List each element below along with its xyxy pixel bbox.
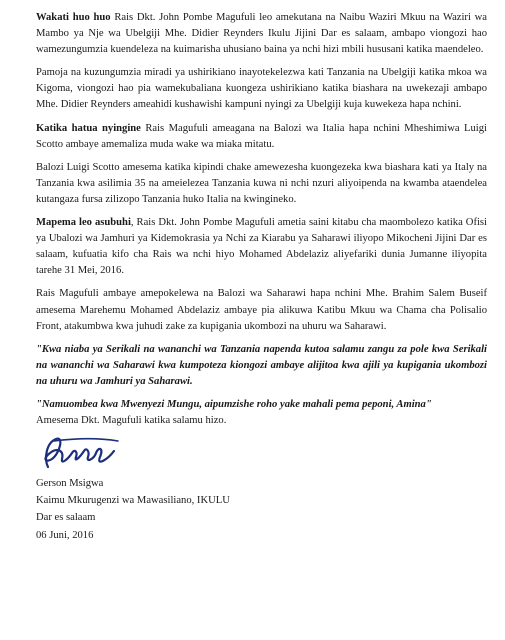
paragraph-1-text: Rais Dkt. John Pombe Magufuli leo amekutana na Naibu Waziri Mkuu na Waziri wa Mambo ya Nje wa Ubelgiji Mhe. Didier Reynders Ikulu Jijini Dar es salaam, ambapo viongozi hao wamezungumzia kuendeleza na kuimarisha uhusiano baina ya nchi hizi mbili hususani katika maendeleo. — [36, 12, 487, 56]
closing-remark: Amesema Dkt. Magufuli katika salamu hizo. — [36, 415, 227, 427]
paragraph-2-text: Pamoja na kuzungumzia miradi ya ushirikiano inayotekelezwa kati Tanzania na Ubelgiji katika mkoa wa Kigoma, viongozi hao pia wamekubaliana kuongeza ushirikiano katika biashara na uwekezaji ambapo Mhe. Didier Reynders ameahidi kushawishi kampuni nyingi za Ubelgiji kuja kuwekeza hapa nchini. — [36, 67, 487, 111]
signer-date: 06 Juni, 2016 — [36, 529, 94, 541]
paragraph-6 — [36, 286, 487, 334]
paragraph-6-text: Rais Magufuli ambaye amepokelewa na Balozi wa Saharawi hapa nchini Mhe. Brahim Salem Buseif amesema Marehemu Mohamed Abdelaziz ambaye pia alikuwa Katibu Mkuu wa Chama cha Polisalio Front, atakumbwa kwa juhudi zake za kupigania ukombozi na uhuru wa Saharawi. — [36, 288, 487, 332]
quote-1: "Kwa niaba ya Serikali na wananchi wa Tanzania napenda kutoa salamu zangu za pole kwa Serikali na wananchi wa Saharawi kwa kumpoteza kiongozi ambaye alijitoa kwa ajili ya kupigania ukombozi na uhuru wa Jamhuri ya Saharawi. — [36, 343, 487, 387]
paragraph-5-lead: Mapema leo asubuhi — [36, 217, 131, 229]
handwritten-signature-icon — [34, 429, 124, 475]
paragraph-5 — [36, 215, 487, 279]
paragraph-2 — [36, 65, 487, 113]
signature-block — [36, 429, 487, 544]
quote-2: "Namuombea kwa Mwenyezi Mungu, aipumzishe roho yake mahali pema peponi, Amina" — [36, 398, 432, 410]
paragraph-3-lead: Katika hatua nyingine — [36, 122, 141, 134]
paragraph-1 — [36, 10, 487, 58]
paragraph-3-text: Rais Magufuli ameagana na Balozi wa Italia hapa nchini Mheshimiwa Luigi Scotto ambaye amemaliza muda wake wa miaka mitatu. — [36, 122, 487, 150]
paragraph-4-text: Balozi Luigi Scotto amesema katika kipindi chake amewezesha kuongezeka kwa biashara kati ya Italy na Tanzania kwa asilimia 35 na ameielezea Tanzania kuwa ni nchi nzuri aliyoipenda na kwamba ataendelea kutangaza fursa zilizopo Tanzania huko Italia na kwingineko. — [36, 161, 487, 205]
paragraph-1-lead: Wakati huo huo — [36, 12, 111, 23]
paragraph-5-text: , Rais Dkt. John Pombe Magufuli ametia saini kitabu cha maombolezo katika Ofisi ya Ubalozi wa Jamhuri ya Kidemokrasia ya Nchi za Kiarabu ya Saharawi iliyopo Mikocheni Jijini Dar es salaam, kufuatia kifo cha Rais wa nchi hiyo Mohamed Abdelaziz aliyefariki dunia Jumanne iliyopita tarehe 31 Mei, 2016. — [36, 217, 487, 277]
paragraph-4 — [36, 160, 487, 208]
signer-place: Dar es salaam — [36, 512, 96, 524]
signer-name: Gerson Msigwa — [36, 478, 104, 490]
signer-title: Kaimu Mkurugenzi wa Mawasiliano, IKULU — [36, 495, 230, 507]
paragraph-3 — [36, 121, 487, 153]
